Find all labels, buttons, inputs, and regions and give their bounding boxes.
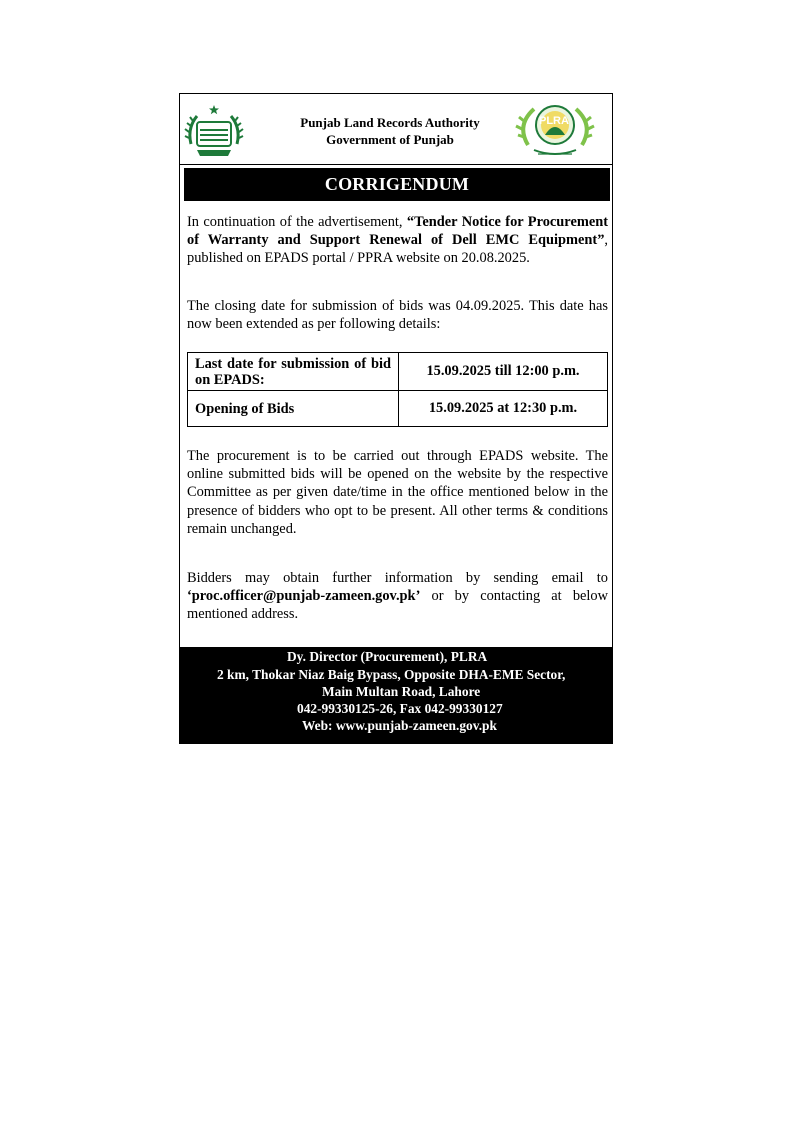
contact-email: ‘proc.officer@punjab-zameen.gov.pk’ — [187, 588, 421, 605]
paragraph-advertisement-reference — [187, 213, 608, 268]
paragraph-contact-info — [187, 569, 608, 624]
org-name-line: Punjab Land Records Authority — [300, 115, 480, 130]
notice-header — [180, 94, 612, 165]
footer-street: 2 km, Thokar Niaz Baig Bypass, Opposite DHA-EME Sector, — [217, 667, 566, 682]
schedule-value-opening: 15.09.2025 at 12:30 p.m. — [399, 391, 608, 427]
schedule-label-opening: Opening of Bids — [188, 391, 399, 427]
para4-tail: or by contacting at below mentioned address. — [187, 588, 608, 623]
corrigendum-title: CORRIGENDUM — [184, 168, 610, 201]
table-row — [188, 391, 608, 427]
para4-lead: Bidders may obtain further information by sending email to — [187, 570, 608, 586]
org-government-line: Government of Punjab — [326, 132, 454, 147]
plra-logo-text: PLRA — [539, 115, 569, 127]
footer-officer: Dy. Director (Procurement), PLRA — [287, 649, 488, 664]
corrigendum-notice — [179, 93, 613, 744]
schedule-label-submission: Last date for submission of bid on EPADS: — [188, 353, 399, 391]
para1-tail: , published on EPADS portal / PPRA website on 20.08.2025. — [187, 232, 608, 267]
schedule-table — [187, 352, 608, 427]
table-row — [188, 353, 608, 391]
tender-title: “Tender Notice for Procurement of Warranty and Support Renewal of Dell EMC Equipment” — [187, 214, 608, 249]
footer-address-block — [180, 647, 612, 743]
schedule-value-submission: 15.09.2025 till 12:00 p.m. — [399, 353, 608, 391]
footer-city: Main Multan Road, Lahore — [322, 684, 481, 699]
footer-web: Web: www.punjab-zameen.gov.pk — [302, 718, 497, 733]
paragraph-procurement-process: The procurement is to be carried out through EPADS website. The online submitted bids will be opened on the website by the respective Committee as per given date/time in the office mentioned below in the presence of bidders who opt to be present. All other terms & conditions remain unchanged. — [187, 448, 608, 537]
organization-name — [275, 114, 505, 148]
plra-emblem-icon — [514, 101, 596, 159]
punjab-government-emblem-icon — [183, 102, 245, 162]
paragraph-closing-date: The closing date for submission of bids was 04.09.2025. This date has now been extended as per following details: — [187, 298, 608, 333]
para1-lead: In continuation of the advertisement, — [187, 214, 407, 230]
footer-phone: 042-99330125-26, Fax 042-99330127 — [297, 701, 503, 716]
